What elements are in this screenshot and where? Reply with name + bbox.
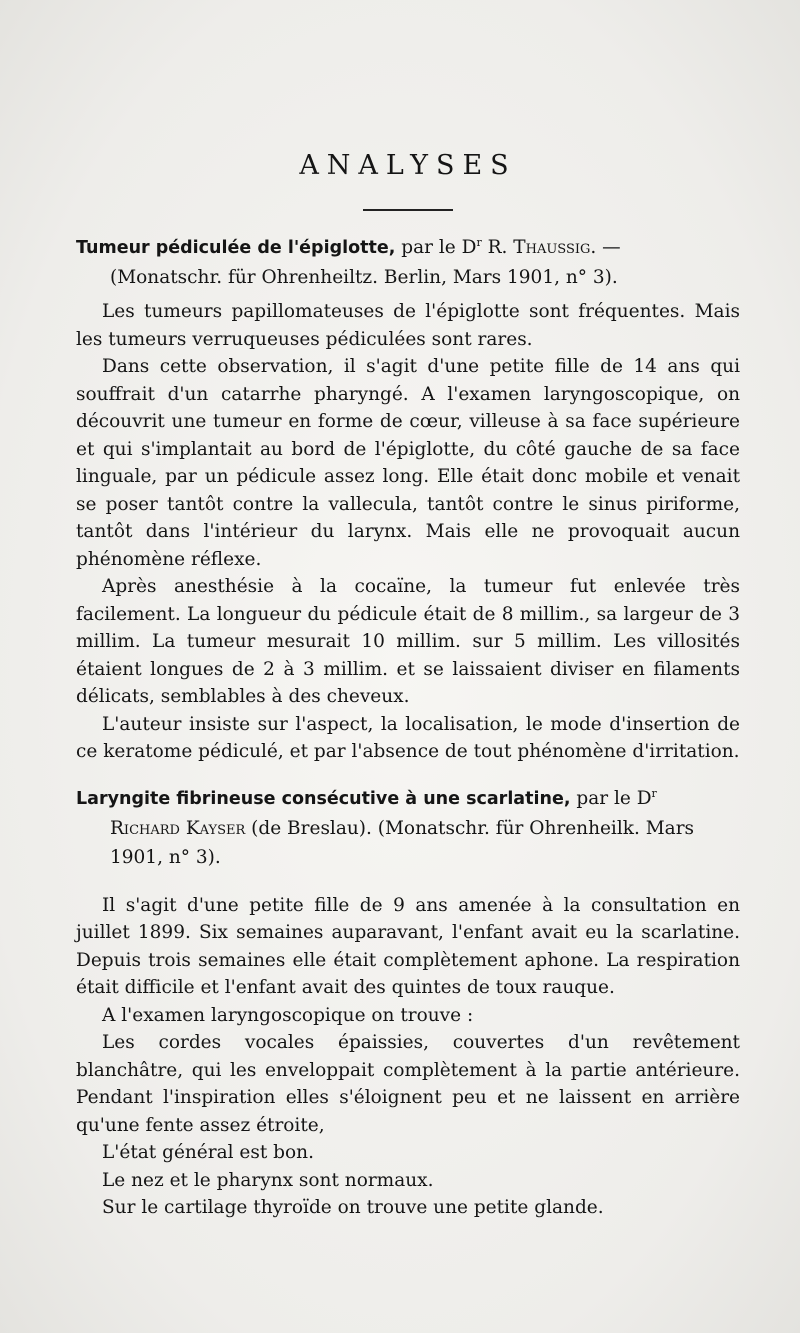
article-2-paragraph: Il s'agit d'une petite fille de 9 ans amenée à la consultation en juillet 1899. Six semaines auparavant, l'enfant avait eu la scarlatine. Depuis trois semaines elle était complètement aphone. La respiration était difficile et l'enfant avait des quintes de toux rauque. (76, 894, 740, 998)
article-1-author: R. Thaussig. — (481, 237, 621, 258)
article-2-paragraph: Sur le cartilage thyroïde on trouve une petite glande. (102, 1197, 604, 1218)
article-2-paragraph: A l'examen laryngoscopique on trouve : (102, 1004, 474, 1026)
article-1-byline-prefix: par le D (395, 237, 477, 258)
article-1-source: (Monatschr. für Ohrenheiltz. Berlin, Mars 1901, n° 3). (110, 267, 618, 288)
article-2-title: Laryngite fibrineuse consécutive à une scarlatine, (76, 788, 571, 809)
article-2-byline-prefix: par le D (570, 787, 652, 809)
article-2-paragraph: Les cordes vocales épaissies, couvertes d'un revêtement blanchâtre, qui les enveloppait complètement à la partie antérieure. Pendant l'inspiration elles s'éloignent peu et ne laissent en arrière qu'une fente assez étroite, (76, 1032, 740, 1136)
title-rule (363, 209, 453, 211)
page-title: ANALYSES (299, 150, 517, 181)
article-2-source: (de Breslau). (Monatschr. für Ohrenheilk. Mars 1901, n° 3). (110, 817, 695, 868)
article-2-paragraph: Le nez et le pharynx sont normaux. (102, 1169, 434, 1191)
article-1-paragraph: L'auteur insiste sur l'aspect, la localisation, le mode d'insertion de ce keratome pédiculé, et par l'absence de tout phénomène d'irritation. (76, 713, 740, 762)
article-1-heading (76, 233, 740, 292)
article-2 (76, 784, 740, 1222)
article-2-byline-sup: r (651, 786, 657, 800)
article-1-title: Tumeur pédiculée de l'épiglotte, (76, 238, 396, 258)
article-1-byline-sup: r (476, 235, 482, 249)
article-2-author: Richard Kayser (110, 817, 246, 839)
article-1-paragraph: Les tumeurs papillomateuses de l'épiglotte sont fréquentes. Mais les tumeurs verruqueuses pédiculées sont rares. (76, 301, 740, 350)
article-1 (76, 233, 740, 766)
article-1-paragraph: Après anesthésie à la cocaïne, la tumeur fut enlevée très facilement. La longueur du pédicule était de 8 millim., sa largeur de 3 millim. La tumeur mesurait 10 millim. sur 5 millim. Les villosités étaient longues de 2 à 3 millim. et se laissaient diviser en filaments délicats, semblables à des cheveux. (76, 576, 740, 707)
article-2-paragraph: L'état général est bon. (102, 1142, 314, 1163)
article-2-heading (76, 784, 740, 872)
article-1-paragraph: Dans cette observation, il s'agit d'une petite fille de 14 ans qui souffrait d'un catarrhe pharyngé. A l'examen laryngoscopique, on découvrit une tumeur en forme de cœur, villeuse à sa face supérieure et qui s'implantait au bord de l'épiglotte, du côté gauche de sa face linguale, par un pédicule assez long. Elle était donc mobile et venait se poser tantôt contre la vallecula, tantôt contre le sinus piriforme, tantôt dans l'intérieur du larynx. Mais elle ne provoquait aucun phénomène réflexe. (76, 356, 740, 570)
